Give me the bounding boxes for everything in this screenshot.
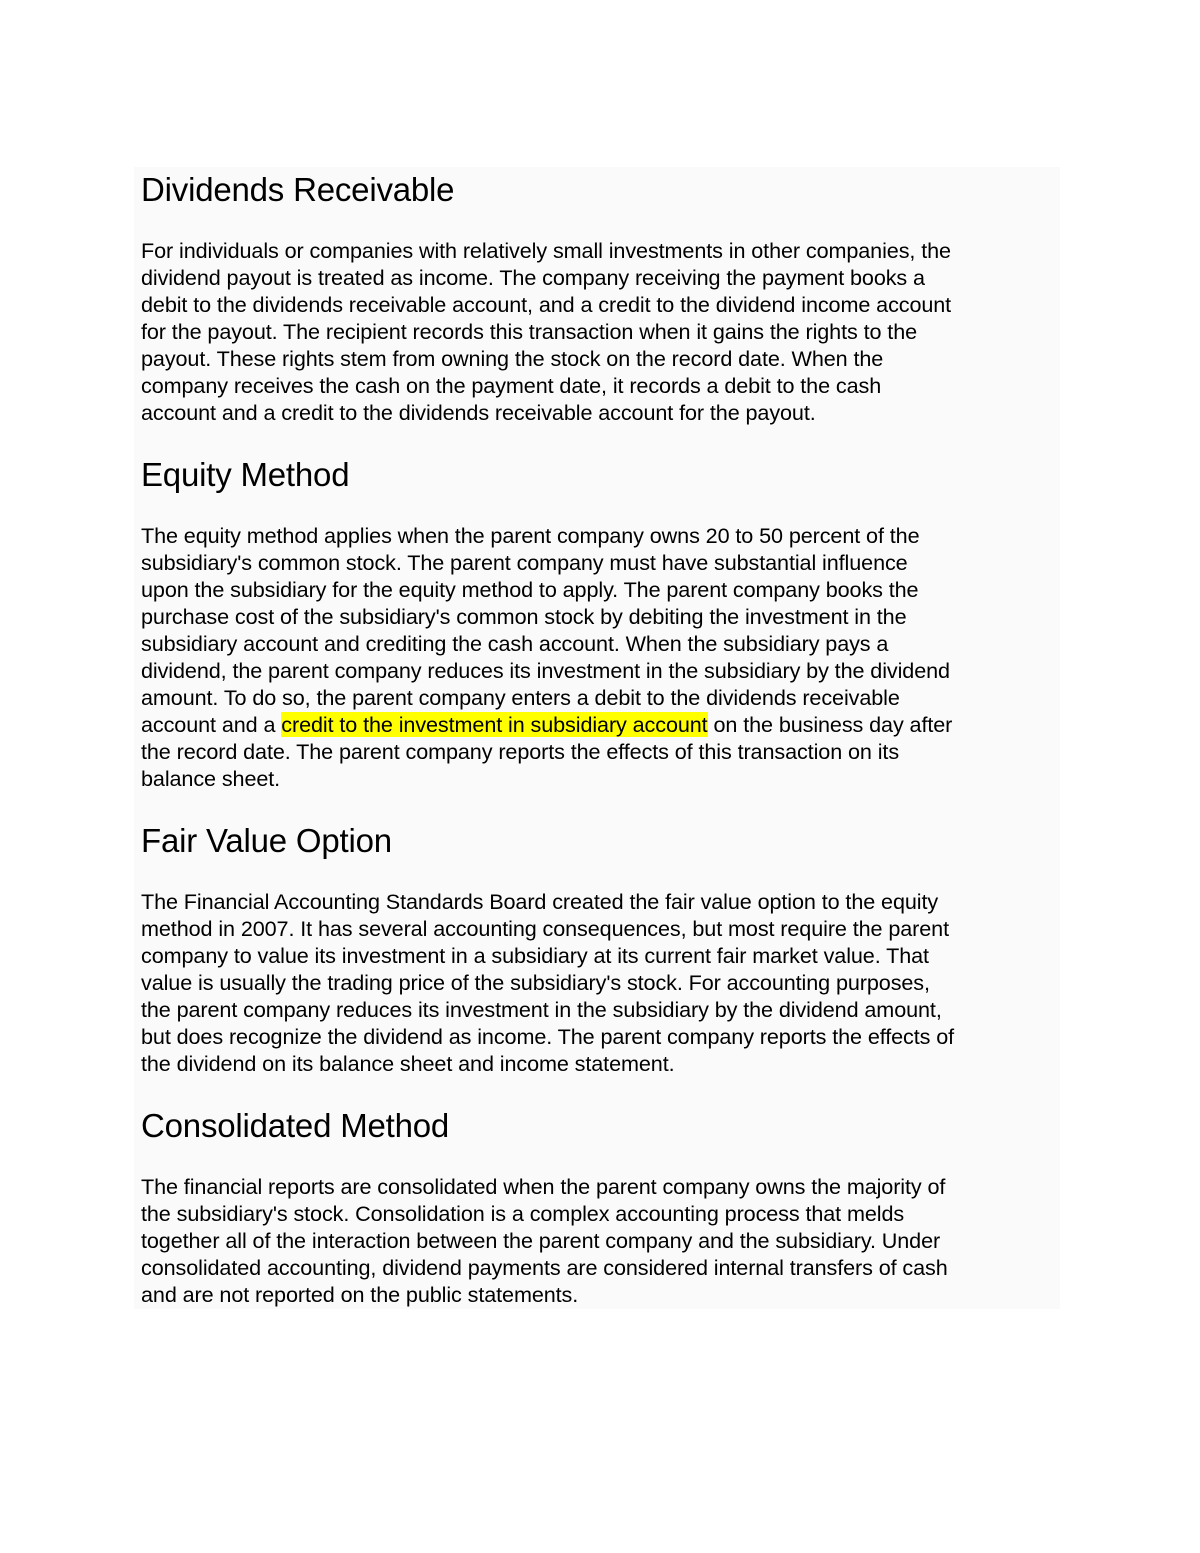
text-line: The financial reports are consolidated when the parent company owns the majority of [141,1174,946,1199]
heading-equity-method: Equity Method [141,456,350,493]
text-line: balance sheet. [141,766,281,791]
text-line: method in 2007. It has several accounting consequences, but most require the parent [141,916,949,941]
text-line: company to value its investment in a subsidiary at its current fair market value. That [141,943,929,968]
text-line: but does recognize the dividend as income. The parent company reports the effects of [141,1024,955,1049]
text-line: subsidiary account and crediting the cash account. When the subsidiary pays a [141,631,889,656]
paragraph-consolidated-method [141,1173,1059,1308]
text-line: subsidiary's common stock. The parent company must have substantial influence [141,550,908,575]
paragraph-equity-method [141,522,1059,792]
text-line: the subsidiary's stock. Consolidation is a complex accounting process that melds [141,1201,905,1226]
text-line: The equity method applies when the parent company owns 20 to 50 percent of the [141,523,920,548]
paragraph-dividends-receivable [141,237,1059,426]
highlighted-text: credit to the investment in subsidiary account [281,712,708,737]
text-line: account and a credit to the dividends receivable account for the payout. [141,400,816,425]
text-line-with-highlight [141,711,1059,738]
heading-dividends-receivable: Dividends Receivable [141,171,455,208]
text-line: value is usually the trading price of the subsidiary's stock. For accounting purposes, [141,970,930,995]
text-line: payout. These rights stem from owning the stock on the record date. When the [141,346,884,371]
heading-fair-value-option: Fair Value Option [141,822,392,859]
text-line: company receives the cash on the payment date, it records a debit to the cash [141,373,882,398]
text-line: the record date. The parent company reports the effects of this transaction on its [141,739,900,764]
text-segment: on the business day after [707,712,953,737]
text-line: the dividend on its balance sheet and income statement. [141,1051,675,1076]
text-segment: account and a [141,712,282,737]
text-line: For individuals or companies with relatively small investments in other companies, the [141,238,951,263]
heading-consolidated-method: Consolidated Method [141,1107,450,1144]
paragraph-fair-value-option [141,888,1059,1077]
text-line: consolidated accounting, dividend payments are considered internal transfers of cash [141,1255,948,1280]
text-line: dividend, the parent company reduces its investment in the subsidiary by the dividend [141,658,950,683]
text-line: The Financial Accounting Standards Board created the fair value option to the equity [141,889,939,914]
text-line: purchase cost of the subsidiary's common stock by debiting the investment in the [141,604,907,629]
text-line: together all of the interaction between the parent company and the subsidiary. Under [141,1228,941,1253]
text-line: amount. To do so, the parent company enters a debit to the dividends receivable [141,685,900,710]
text-line: for the payout. The recipient records this transaction when it gains the rights to the [141,319,918,344]
text-line: dividend payout is treated as income. The company receiving the payment books a [141,265,925,290]
text-line: the parent company reduces its investment in the subsidiary by the dividend amount, [141,997,942,1022]
text-line: debit to the dividends receivable account, and a credit to the dividend income account [141,292,952,317]
text-line: upon the subsidiary for the equity method to apply. The parent company books the [141,577,919,602]
text-line: and are not reported on the public statements. [141,1282,579,1307]
